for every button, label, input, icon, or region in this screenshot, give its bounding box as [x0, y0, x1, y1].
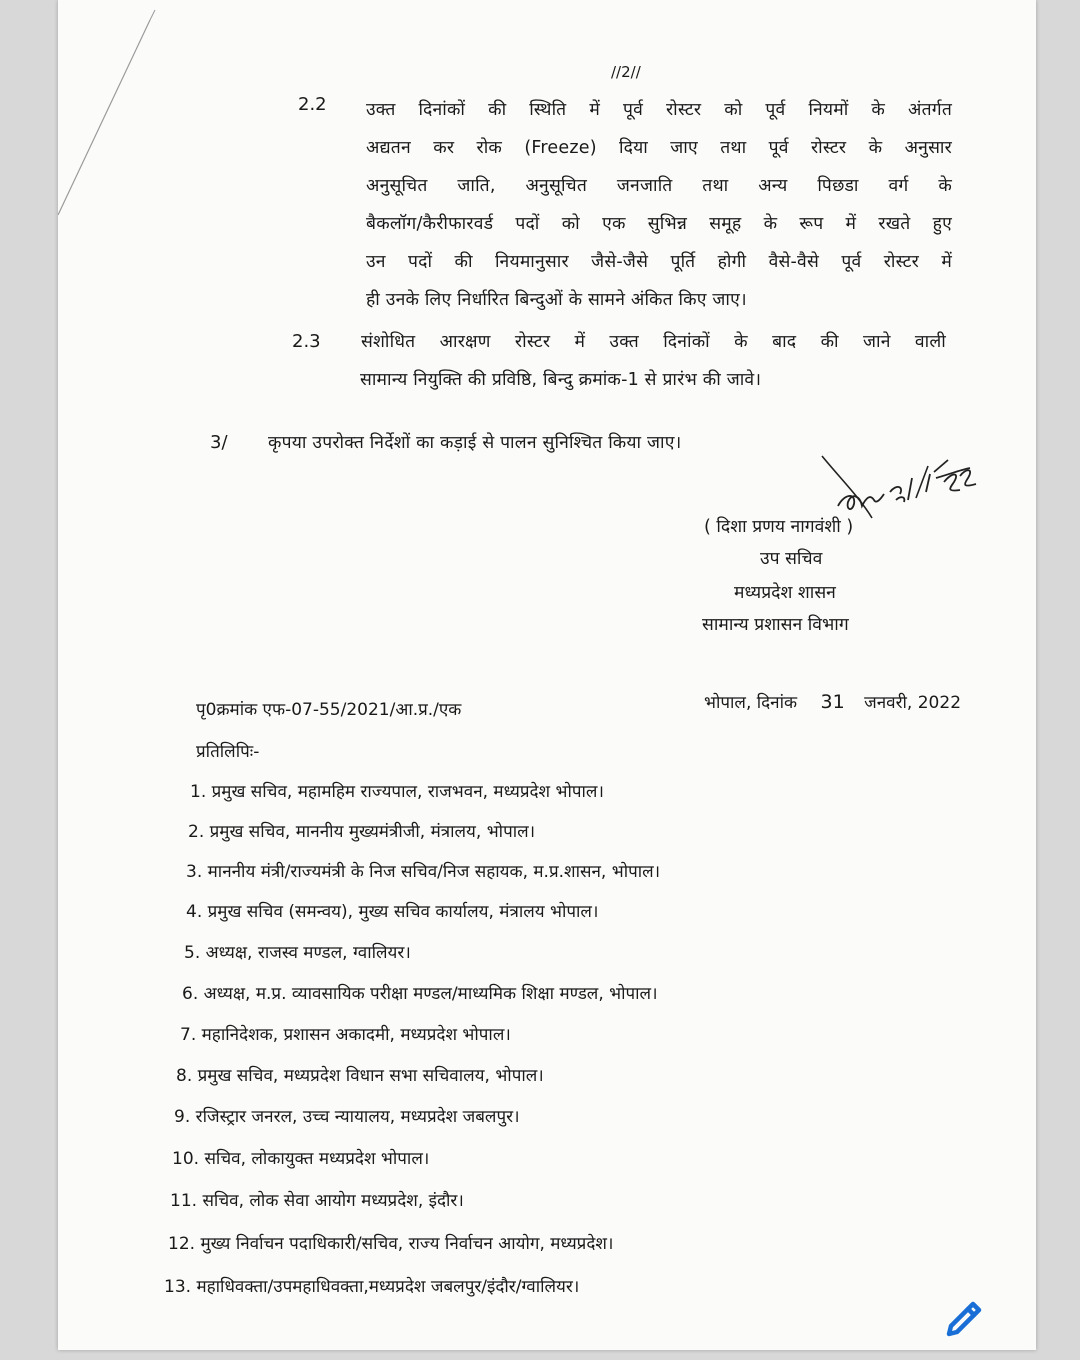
para-2-2-line: बैकलॉग/कैरीफारवर्ड पदों को एक सुभिन्न समूह के रूप में रखते हुए [366, 214, 952, 234]
list-item: 5. अध्यक्ष, राजस्व मण्डल, ग्वालियर। [184, 943, 411, 963]
para-2-3-line: संशोधित आरक्षण रोस्टर में उक्त दिनांकों के बाद की जाने वाली [361, 332, 946, 352]
list-item: 9. रजिस्ट्रार जनरल, उच्च न्यायालय, मध्यप्रदेश जबलपुर। [174, 1107, 520, 1127]
edit-button[interactable] [923, 1280, 1003, 1360]
paper-fold-line [58, 0, 218, 260]
signatory-department: सामान्य प्रशासन विभाग [702, 615, 849, 635]
signatory-name: ( दिशा प्रणय नागवंशी ) [704, 517, 854, 537]
reference-number: पृ0क्रमांक एफ-07-55/2021/आ.प्र./एक [196, 700, 462, 720]
date-month-year: जनवरी, 2022 [864, 693, 962, 713]
pencil-icon [935, 1292, 991, 1348]
para-3-text: कृपया उपरोक्त निर्देशों का कड़ाई से पालन सुनिश्चित किया जाए। [268, 433, 682, 453]
list-item: 10. सचिव, लोकायुक्त मध्यप्रदेश भोपाल। [172, 1149, 430, 1169]
list-item: 1. प्रमुख सचिव, महामहिम राज्यपाल, राजभवन, मध्यप्रदेश भोपाल। [190, 782, 604, 802]
list-item: 2. प्रमुख सचिव, माननीय मुख्यमंत्रीजी, मंत्रालय, भोपाल। [188, 822, 536, 842]
list-item: 8. प्रमुख सचिव, मध्यप्रदेश विधान सभा सचिवालय, भोपाल। [176, 1066, 544, 1086]
signatory-designation: उप सचिव [760, 549, 823, 569]
list-item: 11. सचिव, लोक सेवा आयोग मध्यप्रदेश, इंदौर। [170, 1191, 464, 1211]
para-2-2-line: उन पदों की नियमानुसार जैसे-जैसे पूर्ति होगी वैसे-वैसे पूर्व रोस्टर में [366, 252, 952, 272]
para-2-2-line: अनुसूचित जाति, अनुसूचित जनजाति तथा अन्य पिछडा वर्ग के [366, 176, 952, 196]
para-number-3: 3/ [210, 432, 228, 453]
para-2-2-line: उक्त दिनांकों की स्थिति में पूर्व रोस्टर को पूर्व नियमों के अंतर्गत [366, 100, 952, 120]
list-item: 6. अध्यक्ष, म.प्र. व्यावसायिक परीक्षा मण्डल/माध्यमिक शिक्षा मण्डल, भोपाल। [182, 984, 658, 1004]
list-item: 3. माननीय मंत्री/राज्यमंत्री के निज सचिव/निज सहायक, म.प्र.शासन, भोपाल। [186, 862, 661, 882]
document-page [58, 0, 1036, 1350]
para-2-2-line: अद्यतन कर रोक (Freeze) दिया जाए तथा पूर्व रोस्टर के अनुसार [366, 138, 952, 158]
list-item: 4. प्रमुख सचिव (समन्वय), मुख्य सचिव कार्यालय, मंत्रालय भोपाल। [186, 902, 599, 922]
date-day-handwritten: 31 [820, 691, 845, 713]
para-2-2-line: ही उनके लिए निर्धारित बिन्दुओं के सामने अंकित किए जाए। [366, 290, 747, 310]
list-item: 7. महानिदेशक, प्रशासन अकादमी, मध्यप्रदेश भोपाल। [180, 1025, 511, 1045]
dispatch-date [704, 690, 961, 713]
page-number: //2// [611, 63, 641, 81]
place-date-prefix: भोपाल, दिनांक [704, 693, 798, 713]
para-2-3-line: सामान्य नियुक्ति की प्रविष्ठि, बिन्दु क्रमांक-1 से प्रारंभ की जावे। [360, 370, 762, 390]
para-number-2-3: 2.3 [292, 331, 321, 352]
signatory-government: मध्यप्रदेश शासन [734, 583, 836, 603]
list-item: 13. महाधिवक्ता/उपमहाधिवक्ता,मध्यप्रदेश जबलपुर/इंदौर/ग्वालियर। [164, 1277, 580, 1297]
list-item: 12. मुख्य निर्वाचन पदाधिकारी/सचिव, राज्य निर्वाचन आयोग, मध्यप्रदेश। [168, 1234, 614, 1254]
copy-to-label: प्रतिलिपिः- [196, 742, 260, 762]
para-number-2-2: 2.2 [298, 94, 327, 115]
